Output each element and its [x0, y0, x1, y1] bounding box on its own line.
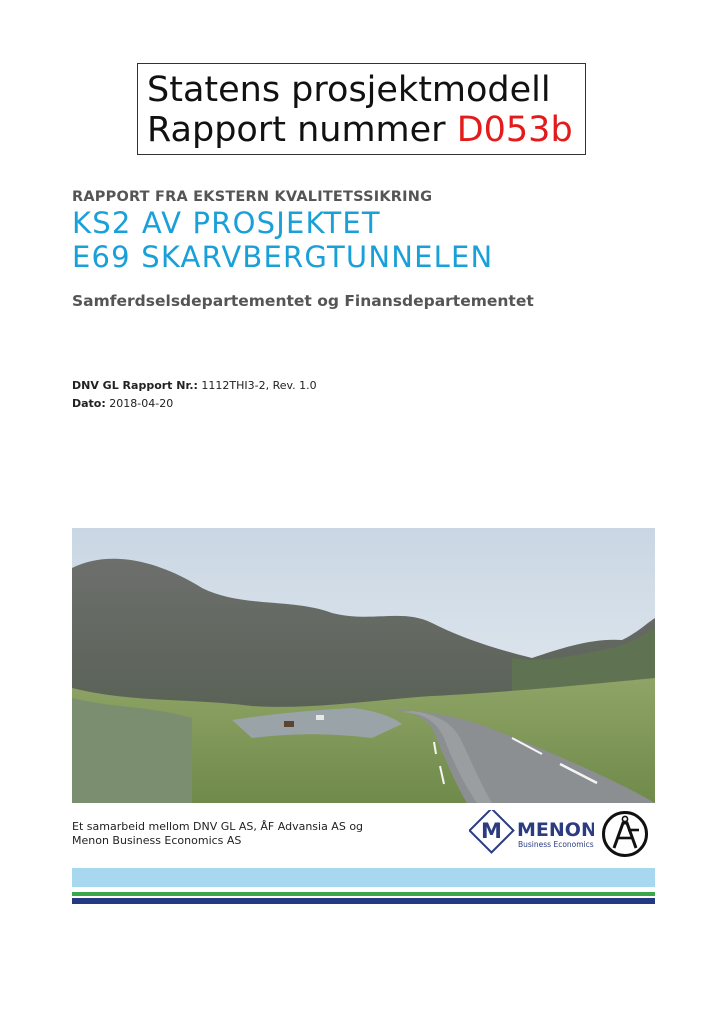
report-number-line — [147, 110, 585, 150]
menon-logo-icon — [469, 810, 594, 858]
date-value: 2018-04-20 — [109, 397, 174, 410]
footer-band-green — [72, 892, 655, 896]
footer-band-light-blue — [72, 868, 655, 887]
report-number-meta — [72, 379, 317, 392]
collaboration-line2: Menon Business Economics AS — [72, 834, 242, 847]
report-title-line1: KS2 AV PROSJEKTET — [72, 206, 381, 240]
report-number-label: DNV GL Rapport Nr.: — [72, 379, 198, 392]
af-logo-graphic — [601, 810, 649, 858]
footer-band-navy — [72, 898, 655, 904]
menon-logo-graphic — [469, 810, 594, 858]
report-number-value: 1112THI3-2, Rev. 1.0 — [201, 379, 317, 392]
menon-tagline: Business Economics — [518, 840, 594, 849]
menon-letter: M — [481, 819, 502, 843]
report-number: D053b — [456, 110, 573, 150]
report-title-line2: E69 SKARVBERGTUNNELEN — [72, 240, 494, 274]
collaboration-note — [72, 820, 363, 848]
menon-name: MENON — [517, 819, 594, 841]
project-model-title: Statens prosjektmodell — [147, 70, 551, 110]
report-type-heading: RAPPORT FRA EKSTERN KVALITETSSIKRING — [72, 189, 433, 205]
date-meta — [72, 397, 173, 410]
collaboration-line1: Et samarbeid mellom DNV GL AS, ÅF Advansia AS og — [72, 820, 364, 833]
project-model-box — [137, 63, 586, 155]
cover-photo — [72, 528, 655, 803]
date-label: Dato: — [72, 397, 106, 410]
report-title — [72, 206, 493, 274]
landscape-photo — [72, 528, 655, 803]
client-subtitle: Samferdselsdepartementet og Finansdepartementet — [72, 292, 534, 310]
af-logo-icon — [601, 810, 649, 858]
report-number-prefix: Rapport nummer — [147, 110, 457, 150]
